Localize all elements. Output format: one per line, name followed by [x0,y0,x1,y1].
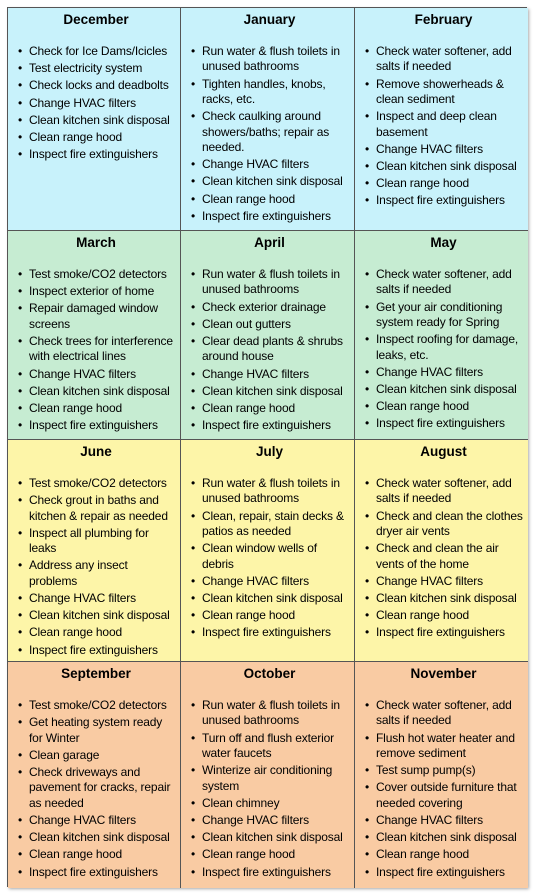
maintenance-calendar [7,7,527,887]
task-item: • Check and clean the air vents of the home [363,541,524,572]
task-item: • Tighten handles, knobs, racks, etc. [189,77,350,108]
task-item: • Clean kitchen sink disposal [16,113,176,128]
task-list [16,476,176,658]
month-cell-january [181,8,355,231]
task-item: • Check trees for interference with electrical lines [16,334,176,365]
task-list [189,267,350,434]
task-item: • Clean kitchen sink disposal [363,830,524,845]
task-item: • Winterize air conditioning system [189,763,350,794]
month-title: May [430,235,457,250]
task-item: • Clean chimney [189,796,350,811]
task-item: • Remove showerheads & clean sediment [363,77,524,108]
task-item: • Inspect fire extinguishers [189,625,350,640]
task-item: • Clean range hood [363,399,524,414]
task-item: • Inspect fire extinguishers [363,193,524,208]
task-item: • Inspect fire extinguishers [16,147,176,162]
task-item: • Test smoke/CO2 detectors [16,267,176,282]
task-item: • Check grout in baths and kitchen & repair as needed [16,493,176,524]
task-item: • Flush hot water heater and remove sediment [363,731,524,762]
month-title: August [420,444,467,459]
task-item: • Inspect fire extinguishers [363,865,524,880]
task-item: • Inspect exterior of home [16,284,176,299]
task-item: • Run water & flush toilets in unused bathrooms [189,267,350,298]
month-title: April [254,235,285,250]
task-item: • Clean kitchen sink disposal [16,830,176,845]
task-item: • Clean range hood [363,608,524,623]
task-item: • Get heating system ready for Winter [16,715,176,746]
task-item: • Clean kitchen sink disposal [16,608,176,623]
task-list [363,267,524,432]
month-cell-september [8,662,181,888]
task-item: • Change HVAC filters [16,813,176,828]
month-title: February [414,12,473,27]
task-list [363,44,524,209]
task-item: • Inspect fire extinguishers [189,865,350,880]
task-list [189,476,350,641]
month-title: September [61,666,131,681]
task-item: • Run water & flush toilets in unused bathrooms [189,44,350,75]
task-item: • Change HVAC filters [189,367,350,382]
task-item: • Inspect fire extinguishers [16,865,176,880]
task-item: • Clean kitchen sink disposal [16,384,176,399]
task-item: • Clean range hood [189,847,350,862]
month-cell-march [8,231,181,440]
month-title: July [255,444,283,459]
task-item: • Test smoke/CO2 detectors [16,476,176,491]
task-item: • Change HVAC filters [363,365,524,380]
task-item: • Change HVAC filters [16,591,176,606]
task-list [363,698,524,880]
task-item: • Inspect all plumbing for leaks [16,526,176,557]
task-item: • Inspect fire extinguishers [189,209,350,224]
task-list [16,698,176,880]
task-item: • Clean kitchen sink disposal [189,591,350,606]
task-item: • Clean range hood [363,176,524,191]
task-item: • Change HVAC filters [189,157,350,172]
month-title: January [243,12,296,27]
task-item: • Address any insect problems [16,558,176,589]
month-cell-august [355,440,528,662]
task-item: • Clean kitchen sink disposal [189,830,350,845]
task-item: • Clean range hood [189,608,350,623]
task-item: • Change HVAC filters [363,813,524,828]
task-item: • Check water softener, add salts if needed [363,476,524,507]
task-item: • Change HVAC filters [363,142,524,157]
task-item: • Test smoke/CO2 detectors [16,698,176,713]
task-item: • Check water softener, add salts if needed [363,267,524,298]
task-list [189,698,350,880]
task-item: • Clean range hood [16,847,176,862]
month-title: October [243,666,296,681]
task-list [16,44,176,163]
month-cell-june [8,440,181,662]
task-item: • Run water & flush toilets in unused bathrooms [189,476,350,507]
task-item: • Run water & flush toilets in unused bathrooms [189,698,350,729]
task-item: • Check water softener, add salts if needed [363,698,524,729]
task-item: • Clean range hood [16,625,176,640]
task-list [16,267,176,434]
task-item: • Change HVAC filters [189,574,350,589]
task-item: • Cover outside furniture that needed covering [363,780,524,811]
task-item: • Clear dead plants & shrubs around house [189,334,350,365]
task-item: • Inspect fire extinguishers [363,625,524,640]
month-cell-december [8,8,181,231]
task-item: • Clean window wells of debris [189,541,350,572]
month-cell-april [181,231,355,440]
task-item: • Change HVAC filters [189,813,350,828]
task-item: • Clean range hood [189,401,350,416]
task-item: • Change HVAC filters [16,96,176,111]
task-item: • Clean range hood [363,847,524,862]
task-item: • Check caulking around showers/baths; repair as needed. [189,109,350,155]
task-item: • Inspect fire extinguishers [16,418,176,433]
task-item: • Check exterior drainage [189,300,350,315]
task-item: • Test sump pump(s) [363,763,524,778]
task-item: • Turn off and flush exterior water faucets [189,731,350,762]
month-cell-february [355,8,528,231]
task-item: • Clean out gutters [189,317,350,332]
task-item: • Test electricity system [16,61,176,76]
task-item: • Clean kitchen sink disposal [363,159,524,174]
task-item: • Change HVAC filters [16,367,176,382]
task-item: • Change HVAC filters [363,574,524,589]
task-item: • Inspect fire extinguishers [363,416,524,431]
task-item: • Clean range hood [189,192,350,207]
month-title: November [410,666,477,681]
task-item: • Check water softener, add salts if needed [363,44,524,75]
task-item: • Clean kitchen sink disposal [363,382,524,397]
task-item: • Clean, repair, stain decks & patios as needed [189,509,350,540]
task-item: • Inspect fire extinguishers [16,643,176,658]
task-item: • Clean range hood [16,401,176,416]
task-item: • Clean garage [16,748,176,763]
task-item: • Check for Ice Dams/Icicles [16,44,176,59]
task-item: • Check locks and deadbolts [16,78,176,93]
task-item: • Inspect and deep clean basement [363,109,524,140]
task-list [363,476,524,641]
task-list [189,44,350,224]
task-item: • Get your air conditioning system ready for Spring [363,300,524,331]
task-item: • Check driveways and pavement for cracks, repair as needed [16,765,176,811]
task-item: • Clean range hood [16,130,176,145]
month-title: March [76,235,116,250]
task-item: • Clean kitchen sink disposal [189,174,350,189]
month-cell-october [181,662,355,888]
task-item: • Inspect roofing for damage, leaks, etc. [363,332,524,363]
task-item: • Clean kitchen sink disposal [363,591,524,606]
task-item: • Inspect fire extinguishers [189,418,350,433]
month-title: December [63,12,129,27]
month-title: June [80,444,112,459]
month-cell-july [181,440,355,662]
month-cell-november [355,662,528,888]
task-item: • Repair damaged window screens [16,301,176,332]
task-item: • Clean kitchen sink disposal [189,384,350,399]
month-cell-may [355,231,528,440]
task-item: • Check and clean the clothes dryer air vents [363,509,524,540]
